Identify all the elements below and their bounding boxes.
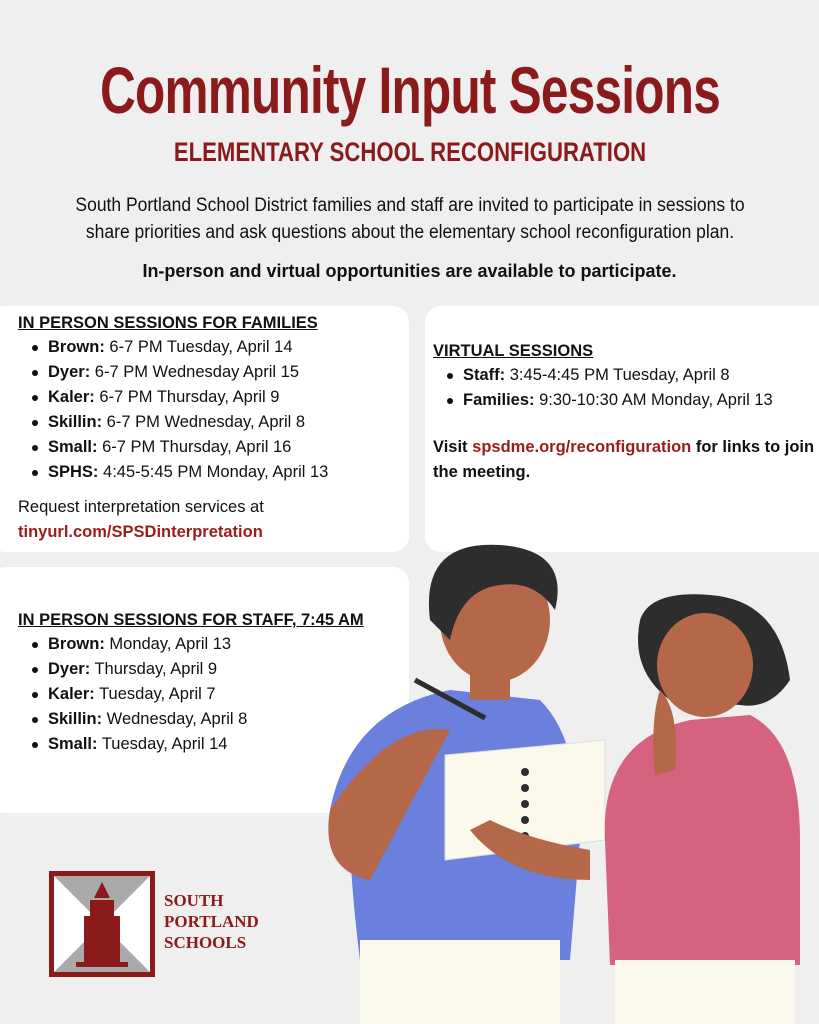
audience: Families: [463,391,535,409]
session-time: 9:30-10:30 AM Monday, April 13 [534,391,773,409]
session-time: 4:45-5:45 PM Monday, April 13 [98,463,329,481]
list-item [433,388,819,413]
people-illustration [310,540,819,1024]
availability-note: In-person and virtual opportunities are available to participate. [142,261,677,281]
school-name: Small: [48,735,98,753]
list-item [18,460,328,485]
school-name: Kaler: [48,388,95,406]
school-name: Kaler: [48,685,95,703]
list-item [433,363,819,388]
session-time: Tuesday, April 14 [97,735,228,753]
session-time: 6-7 PM Thursday, April 9 [94,388,280,406]
woman-face [657,613,753,717]
visit-suffix: for links to join the meeting. [433,438,815,481]
visit-text [433,435,819,485]
list-item [18,435,328,460]
family-sessions-card [0,306,409,552]
session-time: Wednesday, April 8 [102,710,248,728]
session-time: 6-7 PM Wednesday, April 8 [102,413,306,431]
session-time: Monday, April 13 [104,635,232,653]
school-name: Dyer: [48,660,91,678]
list-item [18,410,328,435]
virtual-sessions-content [433,342,819,485]
intro-line-1: South Portland School District families and staff are invited to participate in sessions to [74,195,745,216]
audience: Staff: [463,366,506,384]
list-item [18,335,328,360]
family-sessions-content [18,314,328,545]
school-logo [49,871,155,977]
school-logo-text [164,890,259,953]
interpretation-text: Request interpretation services at [18,498,264,516]
session-time: 6-7 PM Thursday, April 16 [97,438,292,456]
lighthouse-icon [54,876,150,972]
school-name: Small: [48,438,98,456]
virtual-sessions-card [425,306,819,552]
list-item [18,385,328,410]
session-time: Thursday, April 9 [90,660,218,678]
interpretation-link[interactable]: tinyurl.com/SPSDinterpretation [18,523,263,541]
list-item [18,360,328,385]
intro-line-2: share priorities and ask questions about the elementary school reconfiguration plan. [85,222,734,243]
woman-pants [615,960,795,1024]
session-time: 6-7 PM Wednesday April 15 [90,363,299,381]
man-pants [360,940,560,1024]
virtual-sessions-heading: VIRTUAL SESSIONS [433,342,594,360]
woman-sweater [605,715,800,965]
school-name: SPHS: [48,463,99,481]
visit-prefix: Visit [433,438,473,456]
session-time: 3:45-4:45 PM Tuesday, April 8 [505,366,730,384]
reconfiguration-link[interactable]: spsdme.org/reconfiguration [472,438,692,456]
session-time: 6-7 PM Tuesday, April 14 [104,338,293,356]
school-name: Brown: [48,338,105,356]
family-sessions-heading: IN PERSON SESSIONS FOR FAMILIES [18,314,318,332]
school-name: Skillin: [48,413,103,431]
logo-line-1: SOUTH [164,891,224,910]
logo-line-2: PORTLAND [164,912,259,931]
school-name: Brown: [48,635,105,653]
page-title: Community Input Sessions [99,53,720,127]
page-subtitle: ELEMENTARY SCHOOL RECONFIGURATION [173,137,646,167]
staff-sessions-heading: IN PERSON SESSIONS FOR STAFF, 7:45 AM [18,611,364,629]
logo-line-3: SCHOOLS [164,933,247,952]
school-name: Dyer: [48,363,91,381]
school-name: Skillin: [48,710,103,728]
session-time: Tuesday, April 7 [94,685,216,703]
